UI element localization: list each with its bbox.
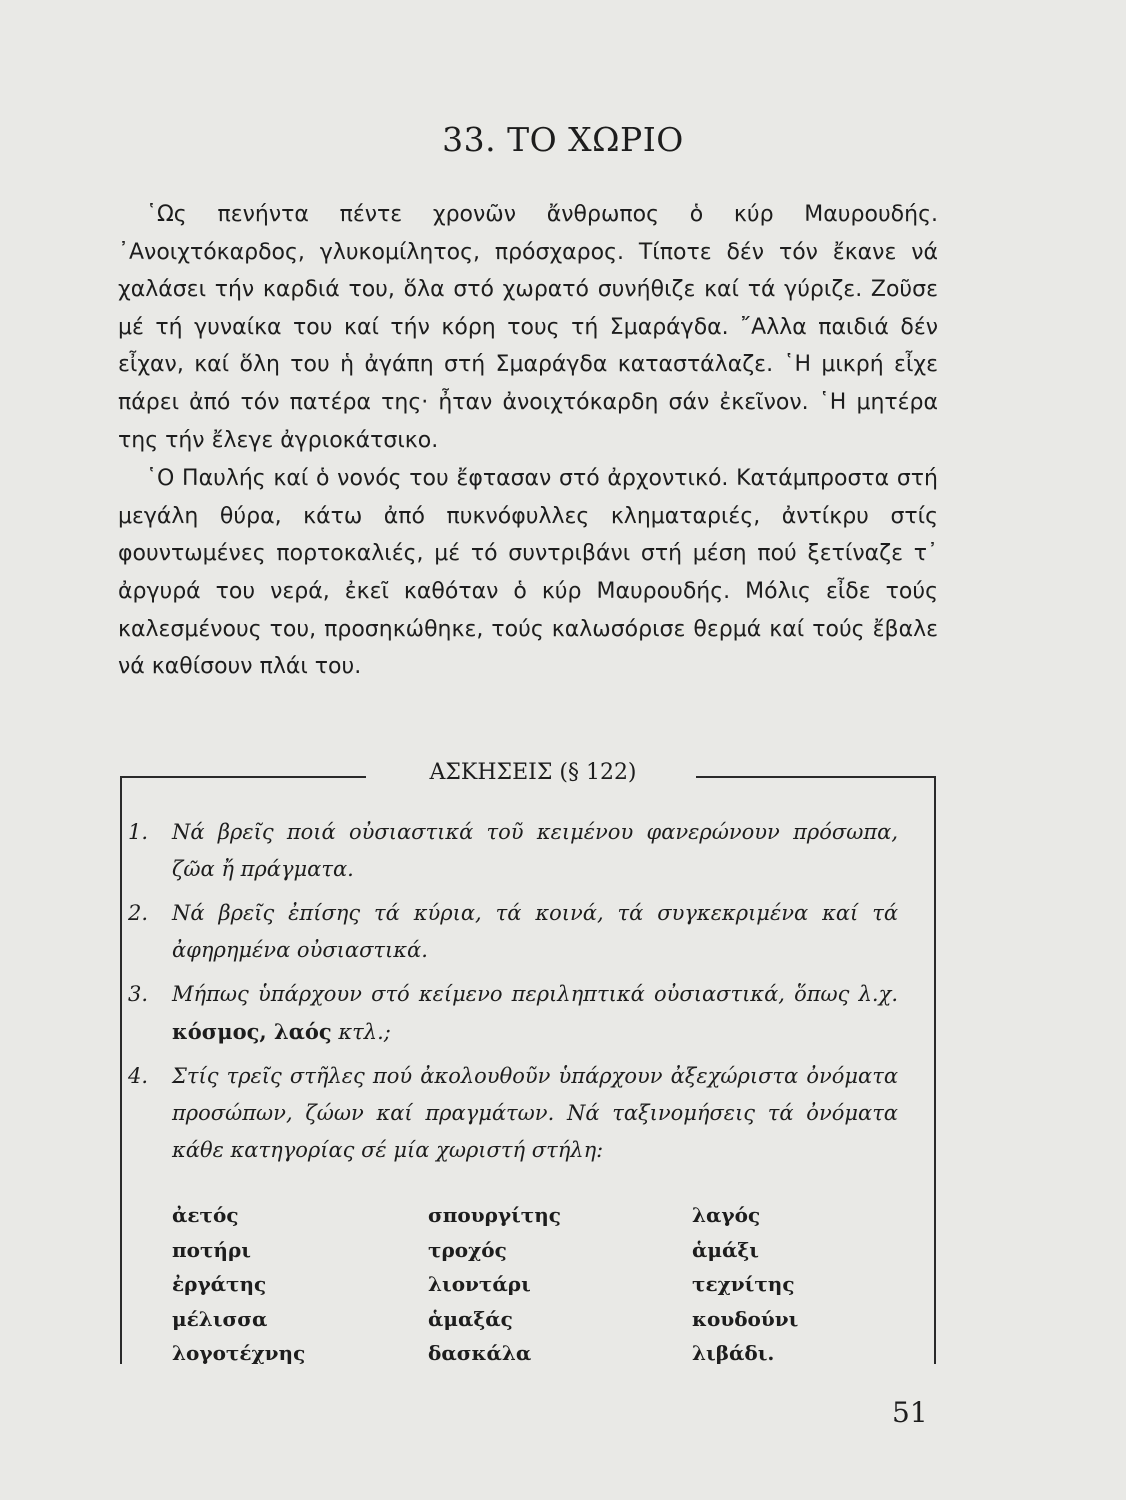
page-number: 51 — [892, 1396, 928, 1429]
word-row — [172, 1336, 812, 1371]
exercise-number: 4. — [128, 1064, 149, 1088]
word-cell: ἐργάτης — [172, 1272, 267, 1296]
exercise-text: Μήπως ὑπάρχουν στό κείμενο περιληπτικά οὐσιαστικά, ὅπως λ.χ. — [172, 982, 898, 1006]
exercise-item — [128, 1058, 898, 1169]
story-text — [118, 196, 938, 686]
word-row — [172, 1267, 812, 1302]
exercise-list — [128, 814, 898, 1176]
word-cell: ἁμάξι — [692, 1237, 759, 1262]
word-row — [172, 1198, 812, 1233]
word-cell: λογοτέχνης — [172, 1341, 306, 1365]
exercise-text: Νά βρεῖς ἐπίσης τά κύρια, τά κοινά, τά συγκεκριμένα καί τά ἀφηρημένα οὐσιαστικά. — [172, 901, 898, 962]
word-cell: τροχός — [428, 1237, 507, 1262]
word-columns — [172, 1198, 812, 1371]
exercise-text-tail: κτλ.; — [338, 1020, 391, 1044]
word-cell: λιβάδι. — [692, 1341, 775, 1365]
word-cell: ποτήρι — [172, 1237, 251, 1262]
word-cell: τεχνίτης — [692, 1272, 795, 1296]
exercise-number: 3. — [128, 982, 149, 1006]
exercises-heading: ΑΣΚΗΣΕΙΣ (§ 122) — [429, 760, 637, 785]
word-cell: ἀετός — [172, 1203, 239, 1227]
exercise-item — [128, 814, 898, 888]
exercise-text: Στίς τρεῖς στῆλες πού ἀκολουθοῦν ὑπάρχουν ἀξεχώριστα ὀνόματα προσώπων, ζώων καί πραγμάτων. Νά ταξινομήσεις τά ὀνόματα κάθε κατηγορίας σέ μία χωριστή στήλη: — [172, 1064, 898, 1162]
word-cell: κουδούνι — [692, 1306, 799, 1331]
word-cell: λιοντάρι — [428, 1272, 531, 1296]
box-border-top-right — [696, 776, 934, 778]
story-paragraph: ῾Ως πενήντα πέντε χρονῶν ἄνθρωπος ὁ κύρ Μαυρουδής. ᾿Ανοιχτόκαρδος, γλυκομίλητος, πρόσχαρος. Τίποτε δέν τόν ἔκανε νά χαλάσει τήν καρδιά του, ὅλα στό χωρατό συνήθιζε καί τά γύριζε. Ζοῦσε μέ τή γυναίκα του καί τήν κόρη τους τή Σμαράγδα. ῎Αλλα παιδιά δέν εἶχαν, καί ὅλη του ἡ ἀγάπη στή Σμαράγδα καταστάλαζε. ῾Η μικρή εἶχε πάρει ἀπό τόν πατέρα της· ἦταν ἀνοιχτόκαρδη σάν ἐκεῖνον. ῾Η μητέρα της τήν ἔλεγε ἀγριοκάτσικο. — [118, 202, 938, 453]
word-cell: ἁμαξάς — [428, 1306, 513, 1331]
page-title: 33. ΤΟ ΧΩΡΙΟ — [442, 120, 684, 159]
exercise-item — [128, 976, 898, 1051]
story-paragraph: ῾Ο Παυλής καί ὁ νονός του ἔφτασαν στό ἀρχοντικό. Κατάμπροστα στή μεγάλη θύρα, κάτω ἀπό πυκνόφυλλες κληματαριές, ἀντίκρυ στίς φουντωμένες πορτοκαλιές, μέ τό συντριβάνι στή μέση πού ξετίναζε τ᾿ ἀργυρά του νερά, ἐκεῖ καθόταν ὁ κύρ Μαυρουδής. Μόλις εἶδε τούς καλεσμένους του, προσηκώθηκε, τούς καλωσόρισε θερμά καί τούς ἔβαλε νά καθίσουν πλάι του. — [118, 466, 938, 680]
word-row — [172, 1302, 812, 1337]
exercise-item — [128, 895, 898, 969]
word-cell: σπουργίτης — [428, 1203, 561, 1227]
word-cell: μέλισσα — [172, 1306, 268, 1331]
exercise-example-words: κόσμος, λαός — [172, 1019, 332, 1044]
word-cell: λαγός — [692, 1203, 761, 1227]
exercise-text: Νά βρεῖς ποιά οὐσιαστικά τοῦ κειμένου φανερώνουν πρόσωπα, ζῶα ἤ πράγματα. — [172, 820, 898, 881]
exercise-text-wrap — [172, 976, 898, 1051]
box-border-top-left — [120, 776, 366, 778]
word-row — [172, 1233, 812, 1268]
exercise-number: 2. — [128, 901, 149, 925]
word-cell: δασκάλα — [428, 1341, 532, 1365]
exercise-number: 1. — [128, 820, 149, 844]
